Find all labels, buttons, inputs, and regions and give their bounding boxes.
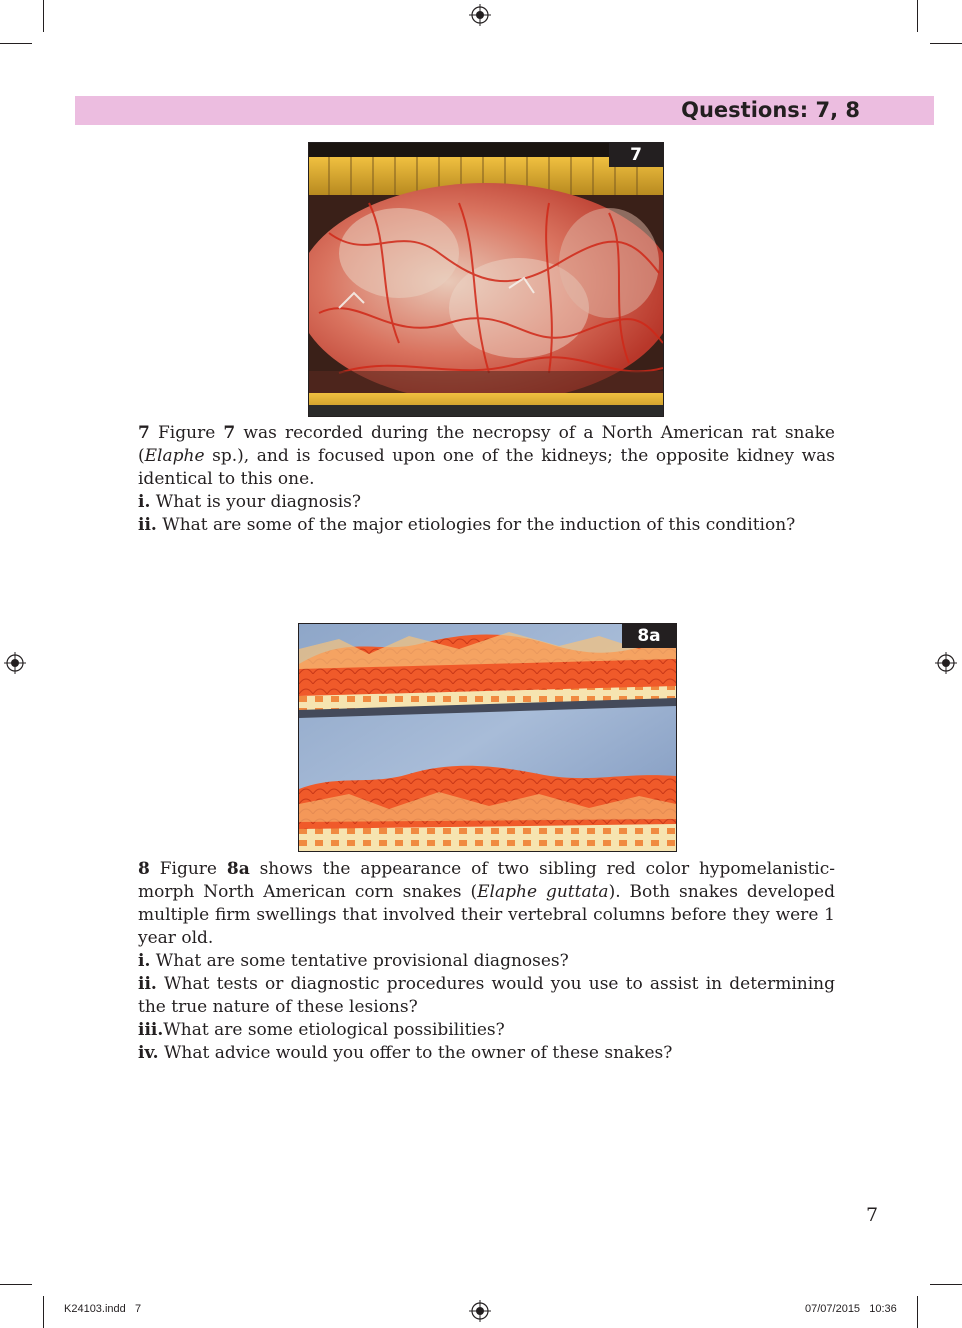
page-number: 7: [866, 1204, 879, 1226]
registration-mark-icon: [469, 1300, 491, 1322]
question-8: [138, 858, 835, 1065]
item-marker: i.: [138, 492, 151, 512]
figure-label: 7: [609, 143, 663, 167]
item-text: What are some etiological possibilities?: [163, 1020, 505, 1040]
crop-mark: [43, 0, 44, 32]
question-7-intro: [138, 422, 835, 491]
intro-text: Figure: [158, 423, 216, 443]
figure-ref: 8a: [226, 859, 250, 879]
intro-text: was recorded during the necropsy of a North American rat snake (: [138, 423, 835, 466]
intro-text: shows the appearance of two sibling red color hypomelanistic-morph North American corn snakes (: [138, 859, 836, 902]
question-item: [138, 950, 835, 973]
question-number: 8: [138, 859, 150, 879]
crop-mark: [917, 1296, 918, 1328]
crop-mark: [43, 1296, 44, 1328]
crop-mark: [930, 43, 962, 44]
crop-mark: [917, 0, 918, 32]
registration-mark-icon: [469, 4, 491, 26]
figure-ref: 7: [223, 423, 236, 443]
corn-snakes-photo: [299, 624, 676, 851]
registration-mark-icon: [935, 652, 957, 674]
figure-8a-image: [298, 623, 677, 852]
item-marker: i.: [138, 951, 151, 971]
figure-7-image: [308, 142, 664, 417]
item-text: What is your diagnosis?: [155, 492, 361, 512]
question-number: 7: [138, 423, 150, 443]
question-item: [138, 1019, 835, 1042]
question-7: [138, 422, 835, 537]
crop-mark: [0, 1284, 32, 1285]
page-title: Questions: 7, 8: [681, 98, 860, 122]
crop-mark: [0, 43, 32, 44]
slug-file: K24103.indd 7: [64, 1303, 142, 1315]
intro-text: sp.), and is focused upon one of the kidneys; the opposite kidney was identical to this one.: [138, 446, 835, 489]
item-marker: ii.: [138, 515, 157, 535]
item-marker: ii.: [138, 974, 157, 994]
question-item: [138, 973, 835, 1019]
item-text: What are some of the major etiologies for the induction of this condition?: [162, 515, 796, 535]
species-name: Elaphe guttata: [477, 882, 609, 902]
intro-text: Figure: [159, 859, 217, 879]
question-item: [138, 514, 835, 537]
slug-date: 07/07/2015 10:36: [805, 1303, 897, 1315]
kidney-necropsy-photo: [309, 143, 663, 416]
genus-name: Elaphe: [144, 446, 205, 466]
item-text: What tests or diagnostic procedures would you use to assist in determining the true nature of these lesions?: [138, 974, 836, 1017]
item-marker: iv.: [138, 1043, 159, 1063]
item-text: What are some tentative provisional diagnoses?: [155, 951, 569, 971]
figure-label: 8a: [622, 624, 676, 648]
item-text: What advice would you offer to the owner of these snakes?: [163, 1043, 673, 1063]
intro-text: ). Both snakes developed multiple firm swellings that involved their vertebral columns before they were 1 year old.: [138, 882, 835, 948]
question-item: [138, 1042, 835, 1065]
question-item: [138, 491, 835, 514]
crop-mark: [930, 1284, 962, 1285]
registration-mark-icon: [4, 652, 26, 674]
item-marker: iii.: [138, 1020, 164, 1040]
question-8-intro: [138, 858, 835, 950]
